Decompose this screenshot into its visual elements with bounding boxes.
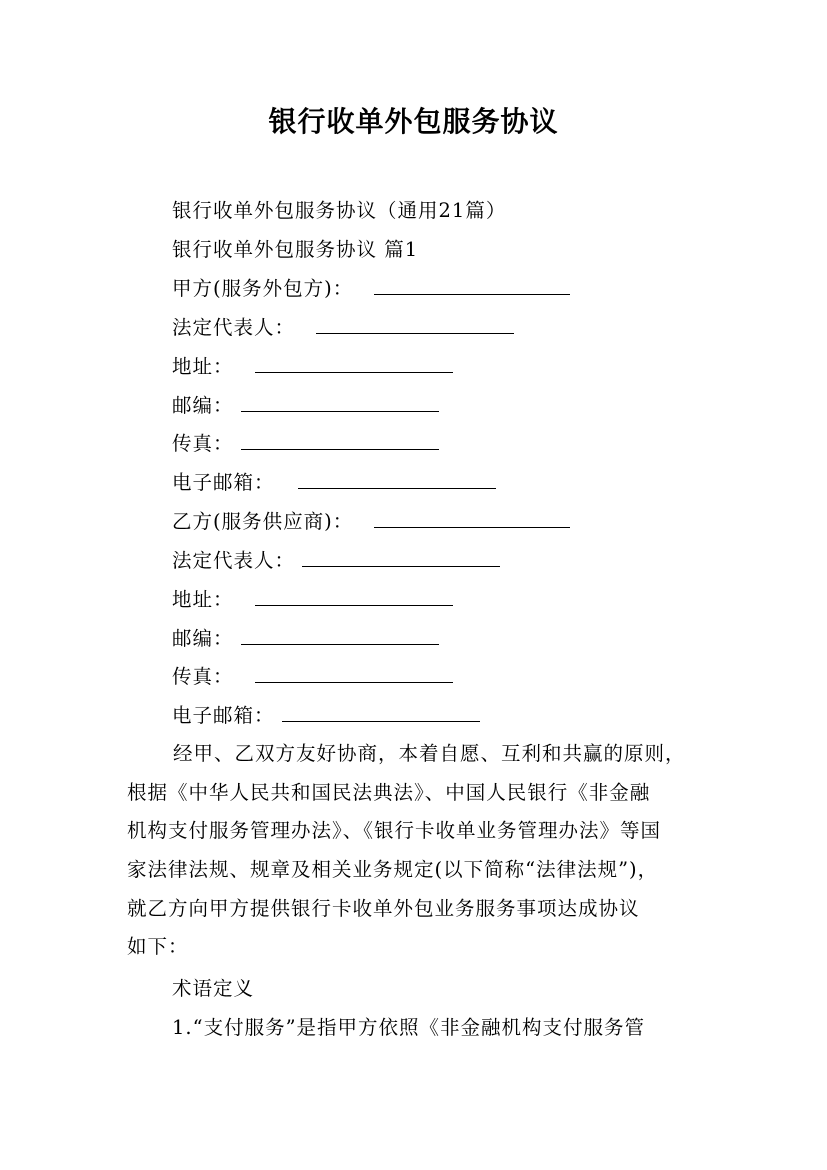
party-b-address-blank <box>255 587 453 606</box>
term-1: 1.“支付服务”是指甲方依照《非金融机构支付服务管 <box>172 1016 646 1039</box>
party-a-fax-blank <box>241 431 439 450</box>
party-a-rep-blank <box>316 315 514 334</box>
party-a-row <box>172 274 570 304</box>
party-b-postcode-label: 邮编： <box>172 627 234 650</box>
intro-paragraph <box>127 735 727 967</box>
party-a-blank <box>374 276 570 295</box>
party-a-address-blank <box>255 354 453 373</box>
party-a-fax-row <box>172 429 439 459</box>
party-b-email-row <box>172 701 480 731</box>
document-subtitle: 银行收单外包服务协议（通用21篇） <box>172 199 507 222</box>
intro-line: 根据《中华人民共和国民法典法》、中国人民银行《非金融 <box>127 780 651 804</box>
party-b-email-blank <box>282 703 480 722</box>
party-b-rep-row <box>172 546 500 576</box>
party-a-rep-label: 法定代表人： <box>172 316 296 339</box>
party-b-address-label: 地址： <box>172 588 234 611</box>
party-b-blank <box>374 509 570 528</box>
party-a-address-row <box>172 352 453 382</box>
party-a-postcode-label: 邮编： <box>172 394 234 417</box>
party-a-email-blank <box>298 470 496 489</box>
section-heading: 银行收单外包服务协议 篇1 <box>172 238 419 261</box>
party-b-fax-label: 传真： <box>172 665 234 688</box>
party-a-address-label: 地址： <box>172 355 234 378</box>
terms-heading: 术语定义 <box>172 977 255 1000</box>
party-b-row <box>172 507 570 537</box>
party-b-rep-label: 法定代表人： <box>172 549 296 572</box>
party-b-postcode-blank <box>241 626 439 645</box>
party-a-email-label: 电子邮箱： <box>172 471 275 494</box>
party-b-fax-row <box>172 662 453 692</box>
document-title: 银行收单外包服务协议 <box>268 105 559 138</box>
party-b-label: 乙方(服务供应商)： <box>172 510 354 533</box>
party-a-postcode-row <box>172 391 439 421</box>
party-b-postcode-row <box>172 624 439 654</box>
intro-line: 如下： <box>127 935 189 959</box>
intro-line: 机构支付服务管理办法》、《银行卡收单业务管理办法》等国 <box>127 819 662 843</box>
party-a-fax-label: 传真： <box>172 432 234 455</box>
party-b-rep-blank <box>302 548 500 567</box>
party-b-email-label: 电子邮箱： <box>172 704 275 727</box>
intro-line: 家法律法规、规章及相关业务规定(以下简称“法律法规”)， <box>127 858 659 882</box>
party-a-postcode-blank <box>241 393 439 412</box>
party-a-rep-row <box>172 313 514 343</box>
intro-line: 经甲、乙双方友好协商，本着自愿、互利和共赢的原则， <box>173 742 686 765</box>
party-a-label: 甲方(服务外包方)： <box>172 277 354 300</box>
intro-line: 就乙方向甲方提供银行卡收单外包业务服务事项达成协议 <box>127 896 640 920</box>
party-b-fax-blank <box>255 664 453 683</box>
party-a-email-row <box>172 468 496 498</box>
party-b-address-row <box>172 585 453 615</box>
